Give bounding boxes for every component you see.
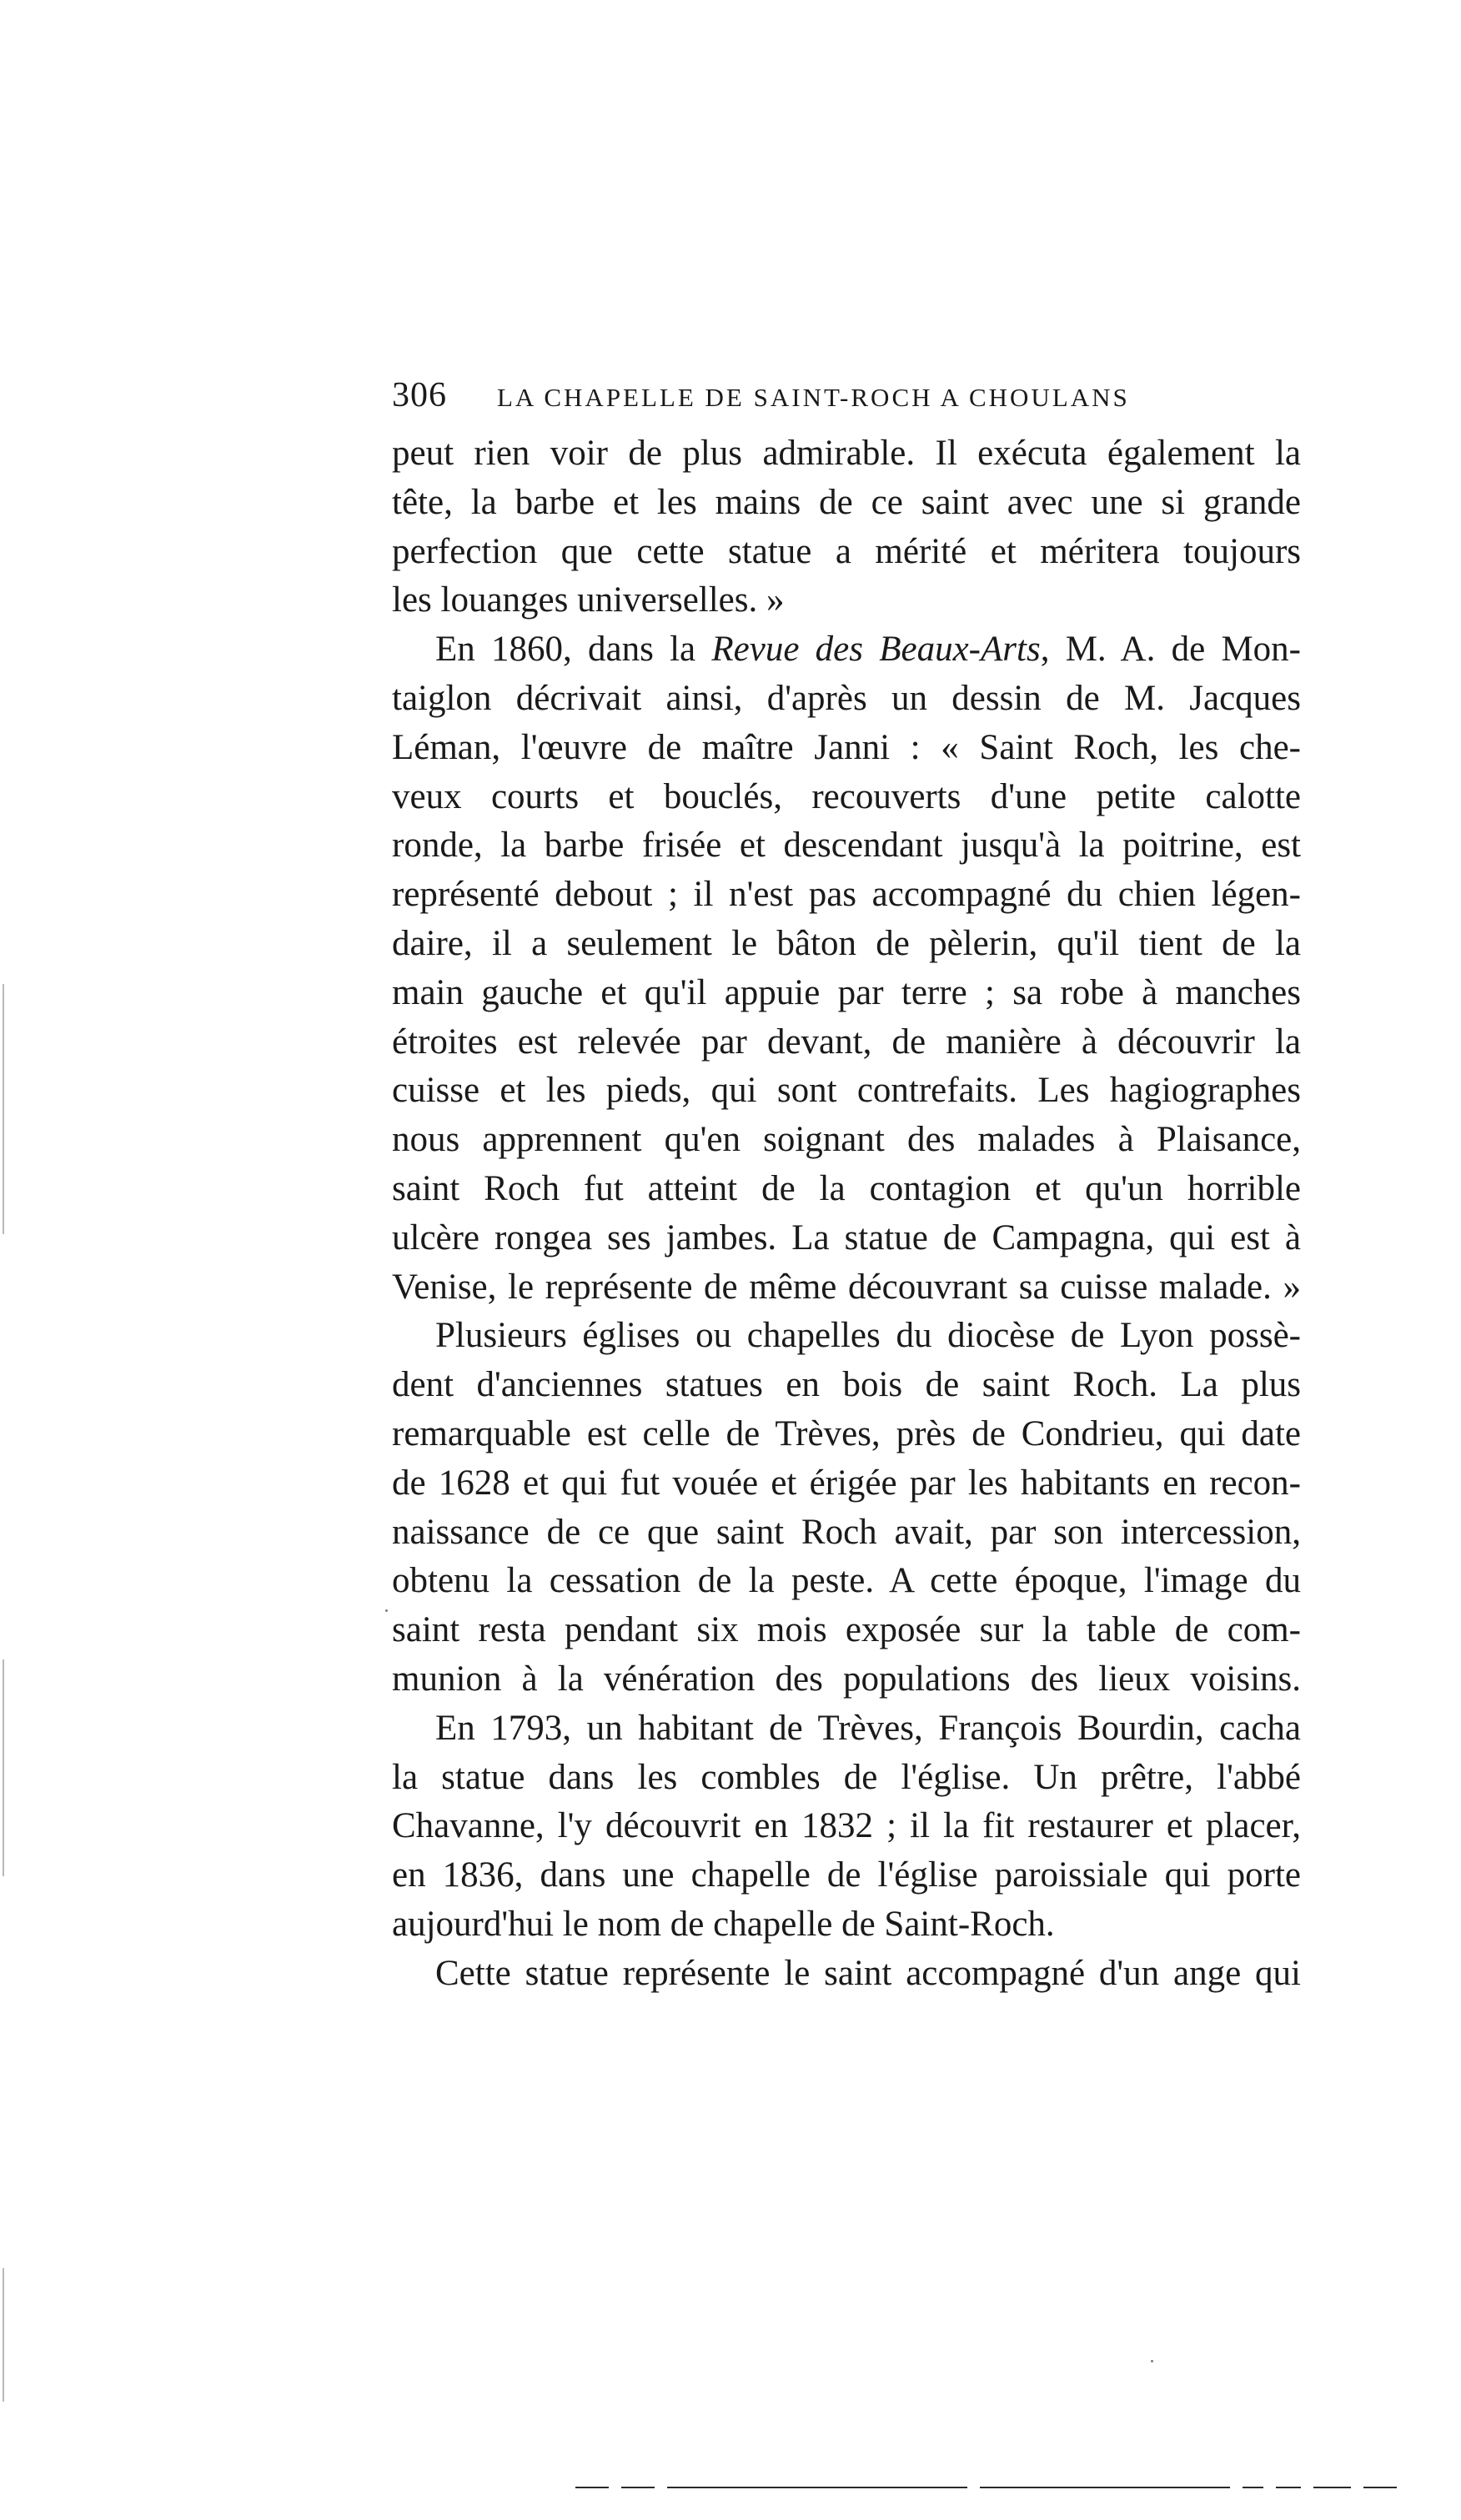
text-line: cuisse et les pieds, qui sont contrefaits. Les hagiographes <box>392 1071 1301 1111</box>
text-line: En 1793, un habitant de Trèves, François Bourdin, cacha <box>435 1708 1301 1748</box>
text-line: naissance de ce que saint Roch avait, par son intercession, <box>392 1512 1301 1552</box>
text-line: la statue dans les combles de l'église. Un prêtre, l'abbé <box>392 1757 1301 1797</box>
text-line: peut rien voir de plus admirable. Il exécuta également la <box>392 434 1301 473</box>
bottom-edge-rule <box>980 2487 1230 2488</box>
text-line: daire, il a seulement le bâton de pèlerin, qu'il tient de la <box>392 923 1301 963</box>
text-line: Plusieurs églises ou chapelles du diocèse de Lyon possè- <box>435 1316 1301 1356</box>
text-run: , M. A. de Mon- <box>1040 630 1302 670</box>
bottom-edge-rule <box>1313 2487 1351 2488</box>
text-line: saint resta pendant six mois exposée sur la table de com- <box>392 1610 1301 1650</box>
text-line: remarquable est celle de Trèves, près de Condrieu, qui date <box>392 1413 1301 1453</box>
text-line: obtenu la cessation de la peste. A cette époque, l'image du <box>392 1561 1301 1601</box>
text-line: ronde, la barbe frisée et descendant jusqu'à la poitrine, est <box>392 826 1301 866</box>
bottom-edge-rule <box>1363 2487 1397 2488</box>
bottom-edge-rule <box>1243 2487 1263 2488</box>
text-line: munion à la vénération des populations des lieux voisins. <box>392 1659 1301 1699</box>
page-number: 306 <box>392 376 447 414</box>
text-line: en 1836, dans une chapelle de l'église paroissiale qui porte <box>392 1855 1301 1895</box>
text-line: saint Roch fut atteint de la contagion et qu'un horrible <box>392 1168 1301 1208</box>
print-speck <box>385 1609 388 1612</box>
text-line: ulcère rongea ses jambes. La statue de Campagna, qui est à <box>392 1217 1301 1257</box>
text-line: nous apprennent qu'en soignant des malades à Plaisance, <box>392 1120 1301 1160</box>
print-speck <box>1151 2360 1153 2362</box>
journal-title: Revue des Beaux-Arts <box>711 630 1041 670</box>
text-line: Cette statue représente le saint accompagné d'un ange qui <box>435 1953 1301 1993</box>
text-line: perfection que cette statue a mérité et méritera toujours <box>392 531 1301 571</box>
text-line: dent d'anciennes statues en bois de saint Roch. La plus <box>392 1365 1301 1405</box>
text-run: En 1860, dans la <box>435 630 712 670</box>
running-title: LA CHAPELLE DE SAINT-ROCH A CHOULANS <box>497 383 1130 412</box>
body-text <box>392 429 1301 1999</box>
text-line: taiglon décrivait ainsi, d'après un dessin de M. Jacques <box>392 678 1301 718</box>
text-line: aujourd'hui le nom de chapelle de Saint-Roch. <box>392 1904 1055 1944</box>
text-line: veux courts et bouclés, recouverts d'une petite calotte <box>392 776 1301 816</box>
text-line: main gauche et qu'il appuie par terre ; sa robe à manches <box>392 972 1301 1012</box>
text-line <box>392 625 1301 675</box>
bottom-edge-rule <box>575 2487 609 2488</box>
left-edge-shadow <box>3 2268 4 2402</box>
left-edge-shadow <box>3 984 4 1234</box>
text-line: représenté debout ; il n'est pas accompagné du chien légen- <box>392 875 1301 915</box>
text-line: Venise, le représente de même découvrant sa cuisse malade. » <box>392 1267 1301 1307</box>
text-line: les louanges universelles. » <box>392 580 785 620</box>
text-line: étroites est relevée par devant, de manière à découvrir la <box>392 1022 1301 1062</box>
text-line: Chavanne, l'y découvrit en 1832 ; il la fit restaurer et placer, <box>392 1806 1301 1846</box>
bottom-edge-rule <box>1276 2487 1301 2488</box>
running-head <box>392 375 1326 425</box>
text-line: de 1628 et qui fut vouée et érigée par les habitants en recon- <box>392 1463 1301 1503</box>
bottom-edge-rule <box>667 2487 967 2488</box>
text-line: tête, la barbe et les mains de ce saint avec une si grande <box>392 482 1301 522</box>
bottom-edge-rule <box>621 2487 655 2488</box>
left-edge-shadow <box>3 1659 4 1876</box>
text-line: Léman, l'œuvre de maître Janni : « Saint Roch, les che- <box>392 727 1301 767</box>
